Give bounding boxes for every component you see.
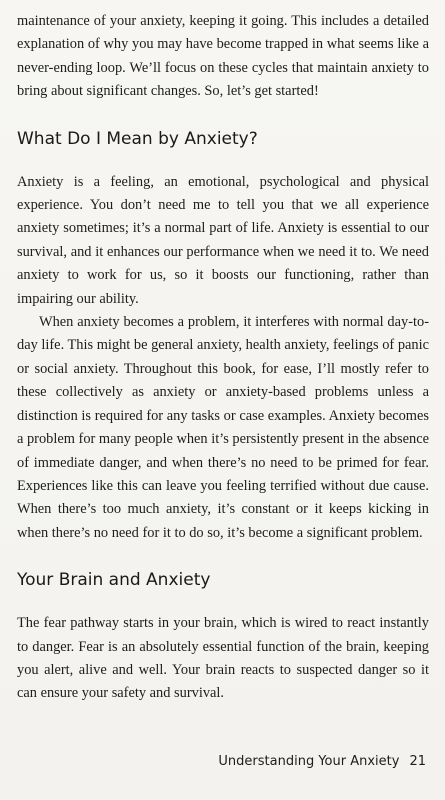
section-heading-brain-and-anxiety: Your Brain and Anxiety <box>17 570 211 591</box>
page-footer <box>218 754 426 770</box>
body-paragraph: When anxiety becomes a problem, it interferes with normal day-to-day life. This might be general anxiety, health anxiety, feelings of panic or social anxiety. Throughout this book, for ease, I’ll mostly refer to these collectively as anxiety or anxiety-based problems unless a distinction is required for any tasks or case examples. Anxiety becomes a problem for many people when it’s persistently present in the absence of immediate danger, and when there’s no need to be primed for fear. Experiences like this can leave you feeling terrified without due cause. When there’s too much anxiety, it’s constant or it keeps kicking in when there’s no need for it to do so, it’s become a significant problem. <box>17 314 430 541</box>
intro-paragraph: maintenance of your anxiety, keeping it going. This includes a detailed explanation of why you may have become trapped in what seems like a never-ending loop. We’ll focus on these cycles that maintain anxiety to bring about significant changes. So, let’s get started! <box>17 13 429 100</box>
section-heading-what-is-anxiety: What Do I Mean by Anxiety? <box>17 128 258 149</box>
running-title: Understanding Your Anxiety <box>218 754 400 769</box>
page-number: 21 <box>409 754 426 769</box>
body-paragraph: Anxiety is a feeling, an emotional, psychological and physical experience. You don’t need me to tell you that we all experience anxiety sometimes; it’s a normal part of life. Anxiety is essential to our survival, and it enhances our performance when we need it to. We need anxiety to work for us, so it boosts our functioning, rather than impairing our ability. <box>17 173 429 307</box>
body-paragraph: The fear pathway starts in your brain, which is wired to react instantly to danger. Fear is an absolutely essential function of the brain, keeping you alert, alive and well. Your brain reacts to suspected danger so it can ensure your safety and survival. <box>17 615 429 702</box>
